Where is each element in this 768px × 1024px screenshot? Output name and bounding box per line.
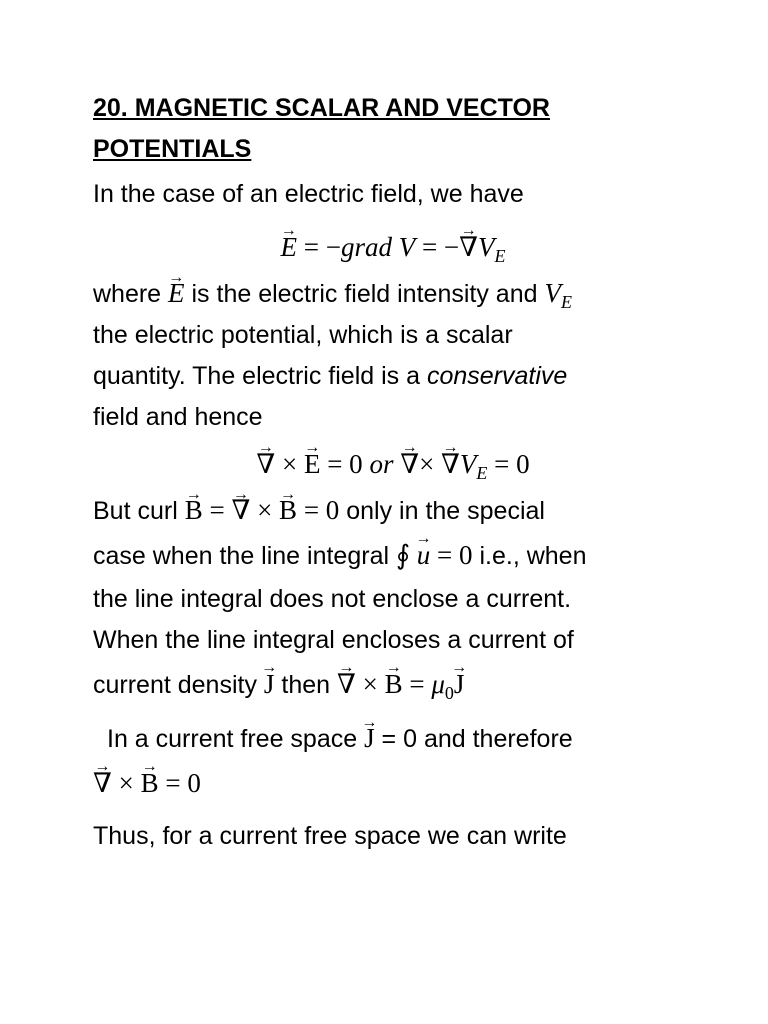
equation-electric-field: → E = −grad V = −→ $\nabla V_E$: [93, 225, 693, 269]
section-heading: [93, 88, 693, 170]
paragraph-curl-b: But curl → B = → ∇ × → B = 0 only in the special case when the line integral ∮ → u = 0 i.e., when the line integral does not enclose a current. When the line integral encloses a current of current density → J then → ∇ × → $B = \mu_0\to J$: [93, 490, 693, 708]
document-page: [93, 88, 693, 857]
heading-line-2: POTENTIALS: [93, 135, 252, 163]
paragraph-electric-potential: where → E is the electric field intensity and $V_E$ the electric potential, which is a scalar quantity. The electric field is a conservative field and hence: [93, 273, 693, 438]
paragraph-current-free: In a current free space → J = 0 and therefore → ∇ × → B = 0: [93, 718, 693, 806]
vector-e: → E: [280, 225, 297, 269]
heading-line-1: 20. MAGNETIC SCALAR AND VECTOR: [93, 94, 550, 122]
nabla-symbol: → ∇: [459, 225, 478, 269]
thus-text: Thus, for a current free space we can write: [93, 822, 567, 850]
emphasis-conservative: conservative: [426, 362, 568, 390]
vector-e: → E: [168, 273, 185, 314]
equation-curl-e: → ∇ × → E = 0 or → ∇× → $\nabla V_E = 0$: [93, 442, 693, 486]
intro-text: In the case of an electric field, we have: [93, 180, 524, 208]
